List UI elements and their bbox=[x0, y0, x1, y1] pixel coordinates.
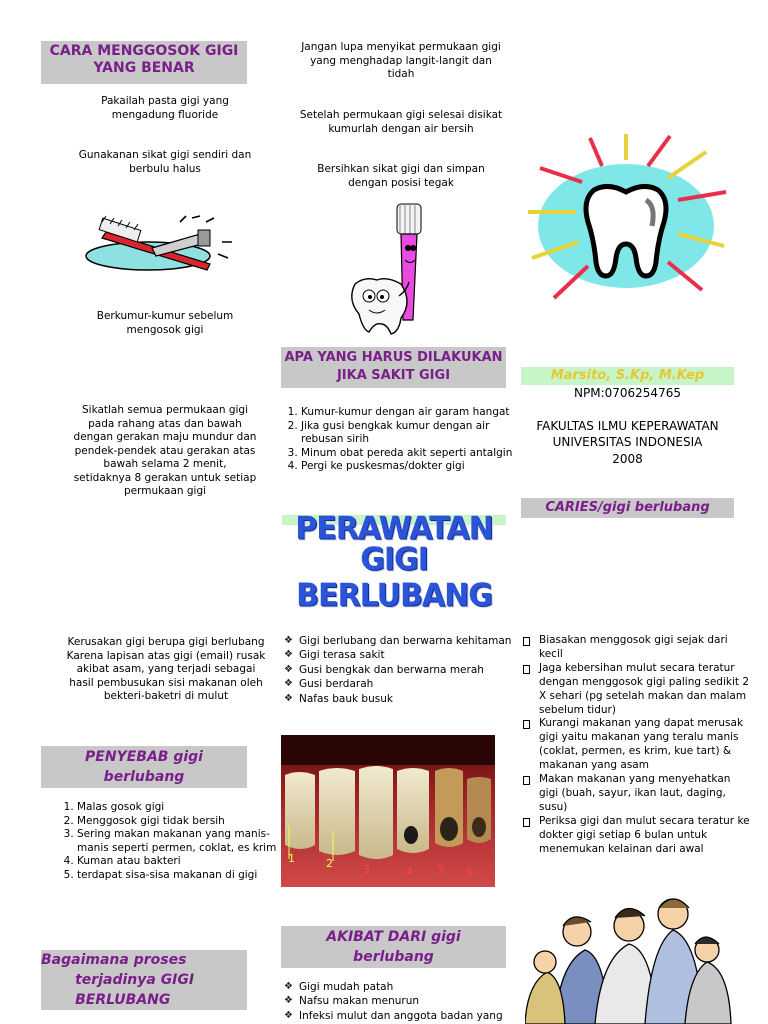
tooth-character-illustration bbox=[345, 200, 435, 335]
photo-label: 1 bbox=[288, 852, 295, 865]
caries-definition: Kerusakan gigi berupa gigi berlubang Karena lapisan atas gigi (email) rusak akibat asam, yang terjadi sebagai hasil pembusukan sisi makanan oleh bekteri-baketri di mulut bbox=[66, 636, 266, 702]
list-item: ❖ Infeksi mulut dan anggota badan yang bbox=[299, 1009, 524, 1023]
photo-label: 3 bbox=[363, 863, 370, 876]
list-item: 2. Jika gusi bengkak kumur dengan air rebusan sirih bbox=[301, 420, 521, 447]
penyebab-list bbox=[57, 801, 287, 882]
decayed-teeth-photo bbox=[281, 735, 495, 887]
list-item: ❖ Gigi mudah patah bbox=[299, 980, 524, 994]
list-item: 1. Kumur-kumur dengan air garam hangat bbox=[301, 406, 521, 420]
list-item: ❖ Nafsu makan menurun bbox=[299, 994, 524, 1008]
list-item: ❖ Gusi berdarah bbox=[299, 677, 519, 691]
wordart-perawatan-line2: GIGI BERLUBANG bbox=[296, 541, 492, 614]
photo-label: 2 bbox=[326, 857, 333, 870]
step-sikatlah-permukaan: Sikatlah semua permukaan gigi pada rahang atas dan bawah dengan gerakan maju mundur dan pendek-pendek atau gerakan atas bawah selama 2 menit, setidaknya 8 gerakan untuk setiap permukaan gigi bbox=[73, 404, 257, 497]
list-item: ❖ Gigi berlubang dan berwarna kehitaman bbox=[299, 634, 519, 648]
list-item: Periksa gigi dan mulut secara teratur ke dokter gigi setiap 6 bulan untuk menemukan kelainan dari awal bbox=[539, 814, 750, 855]
shining-tooth-logo bbox=[518, 130, 734, 306]
step-kumur-air-bersih: Setelah permukaan gigi selesai disikat kumurlah dengan air bersih bbox=[299, 109, 503, 135]
people-discussion-illustration bbox=[525, 886, 735, 1024]
photo-label: 6 bbox=[466, 865, 473, 878]
photo-label: 4 bbox=[406, 865, 413, 878]
list-item: ❖ Nafas bauk busuk bbox=[299, 692, 519, 706]
author-name: Marsito, S.Kp, M.Kep bbox=[521, 367, 734, 385]
year: 2008 bbox=[612, 452, 643, 466]
step-simpan-tegak: Bersihkan sikat gigi dan simpan dengan posisi tegak bbox=[317, 163, 485, 189]
section-title-caries: CARIES/gigi berlubang bbox=[521, 498, 734, 518]
section-title-akibat: AKIBAT DARI gigi berlubang bbox=[281, 926, 506, 968]
step-langit-langit: Jangan lupa menyikat permukaan gigi yang menghadap langit-langit dan tidah bbox=[301, 41, 501, 81]
npm-number: NPM:0706254765 bbox=[574, 386, 681, 400]
pencegahan-list bbox=[521, 634, 751, 857]
section-title-cara-menggosok: CARA MENGGOSOK GIGI YANG BENAR bbox=[41, 41, 247, 84]
list-item: ❖ Gigi terasa sakit bbox=[299, 648, 519, 662]
university-name: UNIVERSITAS INDONESIA bbox=[552, 435, 703, 449]
section-title-proses: Bagaimana proses terjadinya GIGI BERLUBANG bbox=[41, 950, 247, 1010]
list-item: Kurangi makanan yang dapat merusak gigi yaitu makanan yang teralu manis (coklat, permen, es krim, kue tart) & makanan yang asam bbox=[539, 717, 751, 773]
toothbrush-toothpaste-illustration bbox=[82, 208, 242, 278]
faculty-name: FAKULTAS ILMU KEPERAWATAN bbox=[536, 419, 719, 433]
list-item: 2. Menggosok gigi tidak bersih bbox=[77, 815, 287, 829]
step-berkumur: Berkumur-kumur sebelum mengosok gigi bbox=[96, 310, 234, 336]
photo-label: 5 bbox=[437, 863, 444, 876]
list-item: ❖ Gusi bengkak dan berwarna merah bbox=[299, 663, 519, 677]
step-sikat-sendiri: Gunakanan sikat gigi sendiri dan berbulu halus bbox=[78, 149, 252, 175]
list-item: 1. Malas gosok gigi bbox=[77, 801, 287, 815]
section-title-penyebab: PENYEBAB gigi berlubang bbox=[41, 746, 247, 788]
step-pasta-fluoride: Pakailah pasta gigi yang mengadung fluoride bbox=[101, 95, 229, 121]
wordart-perawatan-line1: PERAWATAN bbox=[295, 510, 493, 547]
sakit-gigi-list bbox=[281, 406, 521, 474]
list-item: 5. terdapat sisa-sisa makanan di gigi bbox=[77, 869, 287, 883]
list-item: 3. Minum obat pereda akit seperti antalgin bbox=[301, 447, 521, 461]
list-item: Jaga kebersihan mulut secara teratur dengan menggosok gigi paling sedikit 2 X sehari (pg setelah makan dan malam sebelum tidur) bbox=[539, 661, 750, 716]
gejala-list bbox=[283, 634, 519, 706]
akibat-list bbox=[283, 980, 524, 1023]
list-item: Makan makanan yang menyehatkan gigi (buah, sayur, ikan laut, daging, susu) bbox=[539, 773, 751, 815]
list-item: Biasakan menggosok gigi sejak dari kecil bbox=[539, 634, 751, 662]
list-item: 4. Kuman atau bakteri bbox=[77, 855, 287, 869]
list-item: 3. Sering makan makanan yang manis-manis seperti permen, coklat, es krim bbox=[77, 828, 287, 855]
list-item: 4. Pergi ke puskesmas/dokter gigi bbox=[301, 460, 521, 474]
section-title-sakit-gigi: APA YANG HARUS DILAKUKAN JIKA SAKIT GIGI bbox=[281, 347, 506, 388]
